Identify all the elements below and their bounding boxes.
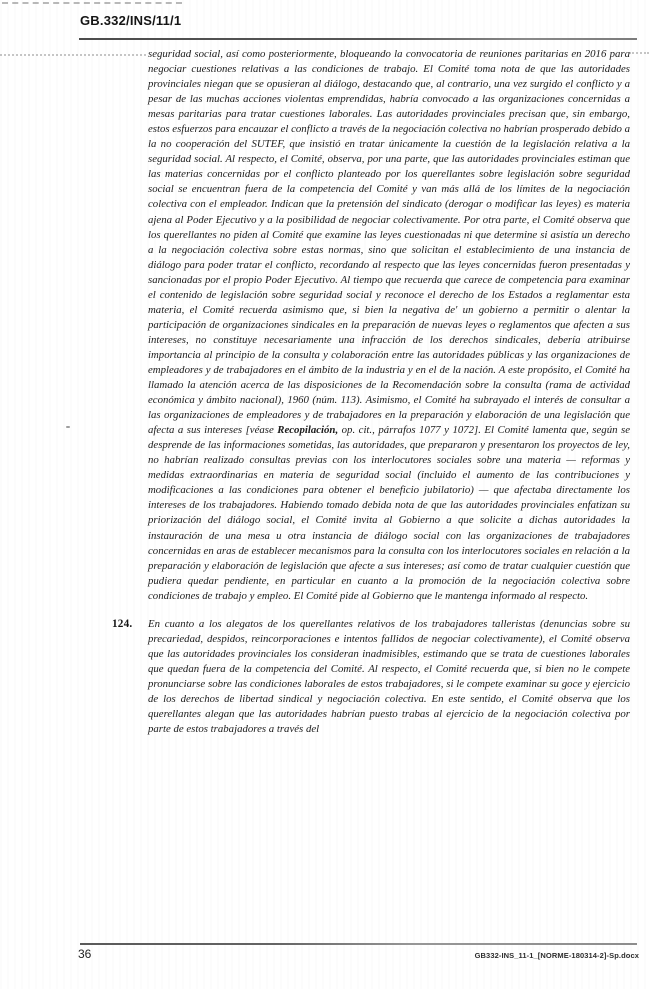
footer-divider bbox=[80, 943, 637, 945]
paragraph-124-number: 124. bbox=[112, 617, 133, 630]
footer-filename: GB332-INS_11-1_[NORME-180314-2]-Sp.docx bbox=[474, 951, 639, 960]
scan-artifact-left-margin bbox=[0, 54, 146, 56]
header-divider bbox=[79, 38, 637, 40]
scan-artifact-right-margin bbox=[629, 52, 649, 54]
page-number: 36 bbox=[78, 947, 92, 961]
paragraph-124-text: En cuanto a los alegatos de los querellantes relativos de los trabajadores talleristas (denuncias sobre su precariedad, despidos, reincorporaciones e intentos fallidos de negociar colectivamente), el Comité observa que las autoridades provinciales los consideran inadmisibles, estimando que se trata de cuestiones laborales que quedan fuera de la competencia del Comité. Al respecto, el Comité recuerda que, si bien no le compete pronunciarse sobre las condiciones laborales de estos trabajadores, si le compete examinar su goce y ejercicio de los derechos de libertad sindical y negociación colectiva. En este sentido, el Comité observa que los querellantes alegan que las autoridades habrían puesto trabas al ejercicio de la negociación colectiva por parte de estos trabajadores a través del bbox=[148, 617, 630, 736]
paragraph-124 bbox=[112, 617, 630, 737]
paragraph-continuation bbox=[148, 47, 630, 604]
paragraph-continuation-text-start: seguridad social, así como posteriormente, bloqueando la convocatoria de reuniones paritarias en 2016 para negociar cuestiones relativas a las condiciones de trabajo. El Comité toma nota de que las autoridades provinciales niegan que se opusieran al diálogo, destacando que, al contrario, una vez surgido el conflicto y a pesar de las muchas acciones violentas emprendidas, habría convocado a las organizaciones concernidas a mesas paritarias para tratar cuestiones laborales. Las autoridades provinciales precisan que, sin embargo, estos esfuerzos para encauzar el conflicto a través de la negociación colectiva no habrían prosperado debido a la no cooperación del SUTEF, que insistió en tratar únicamente la cuestión de la legislación relativa a la seguridad social. Al respecto, el Comité, observa, por una parte, que las autoridades provinciales estiman que las materias concernidas por el conflicto planteado por los querellantes sobre legislación sobre seguridad social se encuentran fuera de la competencia del Comité y van más allá de los límites de la negociación colectiva con el empleador. Indican que la pretensión del sindicato (derogar o modificar las leyes) es materia ajena al Poder Ejecutivo y a la posibilidad de negociar colectivamente. Por otra parte, el Comité observa que los querellantes no piden al Comité que examine las leyes cuestionadas ni que determine si asistía un derecho a la negociación colectiva sobre estas normas, sino que solicitan el establecimiento de una instancia de diálogo para poder tratar el conflicto, recordando al respecto que las leyes concernidas fueron presentadas y sancionadas por el propio Poder Ejecutivo. Al tiempo que recuerda que carece de competencia para examinar el contenido de legislación sobre seguridad social y reconoce el derecho de los Estados a reglamentar esta materia, el Comité recuerda asimismo que, si bien la negativa de' un gobierno a permitir o alentar la participación de organizaciones sindicales en la preparación de nuevas leyes o reglamentos que afecten a sus intereses, no constituye necesariamente una infracción de los derechos sindicales, debería atribuirse importancia al principio de la consulta y colaboración entre las autoridades públicas y las organizaciones de empleadores y de trabajadores en el ámbito de la industria y en el de la nación. A este propósito, el Comité ha llamado la atención acerca de las disposiciones de la Recomendación sobre la consulta (rama de actividad económica y ámbito nacional), 1960 (núm. 113). Asimismo, el Comité ha subrayado el interés de consultar a las organizaciones de empleadores y de trabajadores en la preparación y elaboración de una legislación que afecta a sus intereses [véase bbox=[148, 48, 630, 437]
scan-artifact-speck bbox=[66, 426, 70, 428]
body-text-block bbox=[112, 47, 630, 737]
recopilacion-citation: Recopilación, bbox=[277, 424, 339, 437]
document-reference: GB.332/INS/11/1 bbox=[80, 13, 182, 28]
scan-artifact-top bbox=[2, 2, 182, 4]
paragraph-continuation-text-end: op. cit., párrafos 1077 y 1072]. El Comité lamenta que, según se desprende de las informaciones sometidas, las autoridades, que prepararon y presentaron los proyectos de ley, no habrían realizado consultas previas con los interlocutores sociales sobre una materia — reformas y medidas extraordinarias en materia de seguridad social (incluido el aumento de las contribuciones y modificaciones a las condiciones para obtener el beneficio jubilatorio) — que afectaba directamente los intereses de los trabajadores. Habiendo tomado debida nota de que las autoridades provinciales enfatizan su priorización del diálogo social, el Comité invita al Gobierno a que solicite a dichas autoridades la instauración de una mesa u otra instancia de diálogo social con las organizaciones de trabajadores concernidas en aras de establecer mecanismos para la consulta con los interlocutores sociales en relación a la preparación y elaboración de legislación que afecte a sus intereses; así como de tratar cualquier cuestión que pudiera quedar pendiente, en particular en cuanto a la promoción de la negociación colectiva sobre condiciones de trabajo y empleo. El Comité pide al Gobierno que le mantenga informado al respecto. bbox=[148, 424, 630, 602]
